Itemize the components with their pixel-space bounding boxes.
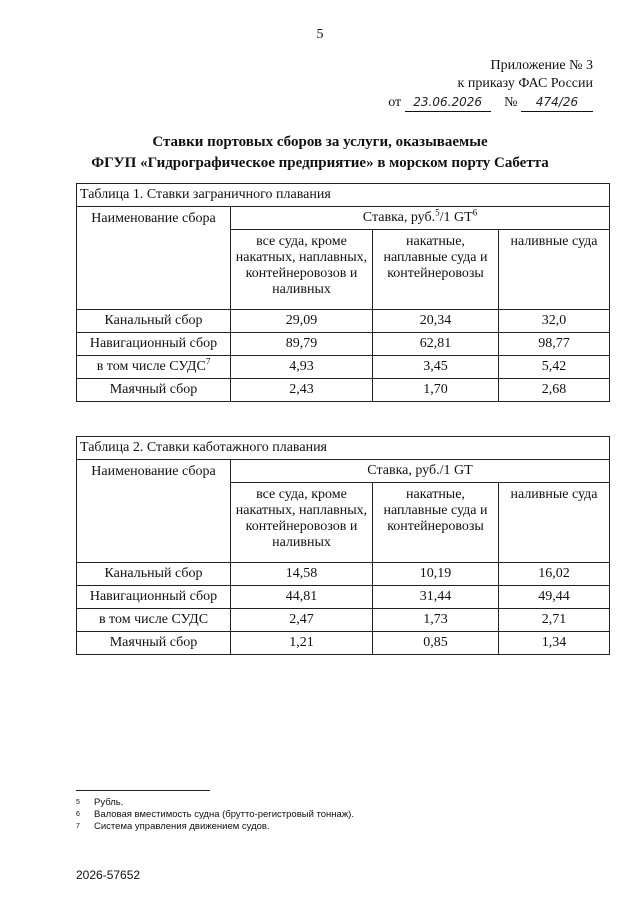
rate-header-sup-2: 6 — [472, 207, 478, 218]
footnote-text: Система управления движением судов. — [94, 821, 270, 832]
rate-header-text: Ставка, руб. — [362, 210, 436, 225]
rate-value: 4,93 — [231, 356, 373, 379]
table-cabotage-navigation — [76, 436, 610, 655]
table-row — [77, 379, 610, 402]
rate-value: 16,02 — [499, 563, 610, 586]
rate-value: 31,44 — [373, 586, 499, 609]
rate-header-sup-1: 5 — [435, 207, 440, 218]
number-label: № — [504, 95, 518, 110]
rate-value: 3,45 — [373, 356, 499, 379]
rate-value: 98,77 — [499, 333, 610, 356]
fee-name: в том числе СУДС — [96, 359, 206, 374]
footnote-mark: 5 — [76, 799, 80, 806]
appendix-title: Приложение № 3 — [490, 58, 593, 73]
fee-name: Маячный сбор — [77, 379, 231, 402]
fee-name: Навигационный сбор — [77, 586, 231, 609]
rate-value: 2,71 — [499, 609, 610, 632]
column-header-roro: накатные, наплавные суда и контейнеровозы — [373, 483, 499, 563]
rate-value: 1,34 — [499, 632, 610, 655]
column-header-rate: Ставка, руб./1 GT — [231, 460, 610, 483]
footnote-text: Рубль. — [94, 797, 124, 808]
rate-value: 20,34 — [373, 310, 499, 333]
footnote-ref: 7 — [205, 356, 211, 367]
rate-value: 2,43 — [231, 379, 373, 402]
from-label: от — [388, 95, 402, 110]
footnote — [76, 821, 354, 833]
table-row — [77, 356, 610, 379]
footnote-divider — [76, 790, 210, 791]
rate-value: 49,44 — [499, 586, 610, 609]
rate-value: 1,70 — [373, 379, 499, 402]
rate-value: 44,81 — [231, 586, 373, 609]
rate-value: 5,42 — [499, 356, 610, 379]
rate-value: 10,19 — [373, 563, 499, 586]
footnote-text: Валовая вместимость судна (брутто-регистровый тоннаж). — [94, 809, 354, 820]
table-caption: Таблица 2. Ставки каботажного плавания — [77, 437, 610, 460]
table-row — [77, 609, 610, 632]
table-caption: Таблица 1. Ставки заграничного плавания — [77, 184, 610, 207]
column-header-all-vessels: все суда, кроме накатных, наплавных, контейнеровозов и наливных — [231, 230, 373, 310]
rate-value: 29,09 — [231, 310, 373, 333]
column-header-fee-name: Наименование сбора — [77, 207, 231, 310]
appendix-header — [383, 57, 593, 112]
column-header-tankers: наливные суда — [499, 230, 610, 310]
document-id: 2026-57652 — [76, 868, 141, 882]
rate-value: 1,73 — [373, 609, 499, 632]
document-title — [0, 132, 640, 174]
fee-name-cell — [77, 356, 231, 379]
fee-name: Навигационный сбор — [77, 333, 231, 356]
table-foreign-navigation — [76, 183, 610, 402]
table-row — [77, 632, 610, 655]
footnote-mark: 6 — [76, 811, 80, 818]
rate-value: 89,79 — [231, 333, 373, 356]
rate-value: 32,0 — [499, 310, 610, 333]
table-row — [77, 563, 610, 586]
table-row — [77, 586, 610, 609]
rate-value: 14,58 — [231, 563, 373, 586]
fee-name: Маячный сбор — [77, 632, 231, 655]
table-row — [77, 310, 610, 333]
handwritten-number: 474/26 — [521, 93, 593, 112]
column-header-all-vessels: все суда, кроме накатных, наплавных, контейнеровозов и наливных — [231, 483, 373, 563]
rate-header-unit: /1 GT — [439, 210, 473, 225]
rate-value: 0,85 — [373, 632, 499, 655]
title-line-1: Ставки портовых сборов за услуги, оказываемые — [152, 134, 488, 150]
rate-value: 2,47 — [231, 609, 373, 632]
column-header-tankers: наливные суда — [499, 483, 610, 563]
footnote — [76, 809, 354, 821]
fee-name: Канальный сбор — [77, 563, 231, 586]
fee-name: Канальный сбор — [77, 310, 231, 333]
rate-value: 62,81 — [373, 333, 499, 356]
rate-value: 1,21 — [231, 632, 373, 655]
order-date-number-line — [383, 93, 593, 112]
rate-value: 2,68 — [499, 379, 610, 402]
column-header-rate — [231, 207, 610, 230]
handwritten-date: 23.06.2026 — [405, 93, 491, 112]
footnote — [76, 797, 354, 809]
footnote-mark: 7 — [76, 823, 80, 830]
page-number: 5 — [316, 27, 324, 42]
title-line-2: ФГУП «Гидрографическое предприятие» в морском порту Сабетта — [91, 155, 549, 171]
footnotes — [76, 797, 354, 833]
appendix-order-ref: к приказу ФАС России — [457, 76, 593, 91]
column-header-fee-name: Наименование сбора — [77, 460, 231, 563]
column-header-roro: накатные, наплавные суда и контейнеровозы — [373, 230, 499, 310]
table-row — [77, 333, 610, 356]
fee-name: в том числе СУДС — [77, 609, 231, 632]
